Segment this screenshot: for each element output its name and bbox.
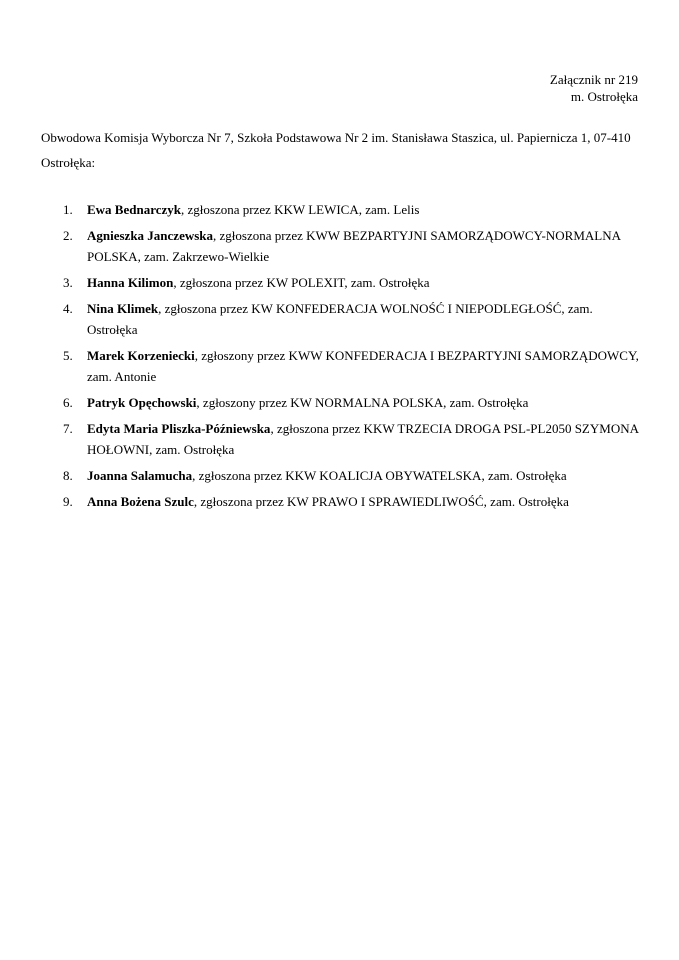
member-name: Anna Bożena Szulc — [87, 494, 194, 509]
member-details: , zgłoszona przez KKW TRZECIA DROGA PSL-PL2050 SZYMONA HOŁOWNI, zam. Ostrołęka — [87, 421, 639, 457]
city-label: m. Ostrołęka — [570, 89, 638, 104]
list-item-number: 8. — [63, 468, 73, 483]
member-details: , zgłoszony przez KWW KONFEDERACJA I BEZPARTYJNI SAMORZĄDOWCY, zam. Antonie — [87, 348, 639, 384]
member-details: , zgłoszona przez KW KONFEDERACJA WOLNOŚĆ I NIEPODLEGŁOŚĆ, zam. Ostrołęka — [87, 301, 593, 337]
member-name: Agnieszka Janczewska — [87, 228, 214, 243]
list-item-number: 3. — [63, 275, 73, 290]
list-item — [41, 298, 641, 340]
list-item-number: 6. — [63, 395, 73, 410]
member-name: Ewa Bednarczyk — [87, 202, 182, 217]
list-item — [41, 392, 641, 413]
list-item — [41, 272, 641, 293]
list-item — [41, 418, 641, 460]
document-header — [550, 71, 638, 105]
member-details: , zgłoszona przez KWW BEZPARTYJNI SAMORZĄDOWCY-NORMALNA POLSKA, zam. Zakrzewo-Wielkie — [87, 228, 621, 264]
commission-description: Obwodowa Komisja Wyborcza Nr 7, Szkoła Podstawowa Nr 2 im. Stanisława Staszica, ul. Papiernicza 1, 07-410 Ostrołęka: — [41, 130, 631, 170]
attachment-number: Załącznik nr 219 — [549, 72, 638, 87]
member-name: Nina Klimek — [87, 301, 159, 316]
list-item — [41, 225, 641, 267]
list-item-number: 4. — [63, 301, 73, 316]
list-item — [41, 491, 641, 512]
member-name: Joanna Salamucha — [87, 468, 193, 483]
member-details: , zgłoszona przez KKW LEWICA, zam. Lelis — [181, 202, 420, 217]
list-item — [41, 345, 641, 387]
list-item-number: 7. — [63, 421, 73, 436]
member-name: Marek Korzeniecki — [87, 348, 195, 363]
member-details: , zgłoszony przez KW NORMALNA POLSKA, zam. Ostrołęka — [196, 395, 529, 410]
list-item — [41, 465, 641, 486]
list-item-number: 5. — [63, 348, 73, 363]
member-name: Patryk Opęchowski — [87, 395, 197, 410]
member-details: , zgłoszona przez KW PRAWO I SPRAWIEDLIWOŚĆ, zam. Ostrołęka — [193, 494, 569, 509]
member-details: , zgłoszona przez KW POLEXIT, zam. Ostrołęka — [173, 275, 430, 290]
list-item-number: 9. — [63, 494, 73, 509]
list-item — [41, 199, 641, 220]
member-name: Hanna Kilimon — [87, 275, 174, 290]
list-item-number: 2. — [63, 228, 73, 243]
members-list — [41, 199, 641, 517]
list-item-number: 1. — [63, 202, 73, 217]
member-details: , zgłoszona przez KKW KOALICJA OBYWATELSKA, zam. Ostrołęka — [192, 468, 567, 483]
member-name: Edyta Maria Pliszka-Późniewska — [87, 421, 271, 436]
